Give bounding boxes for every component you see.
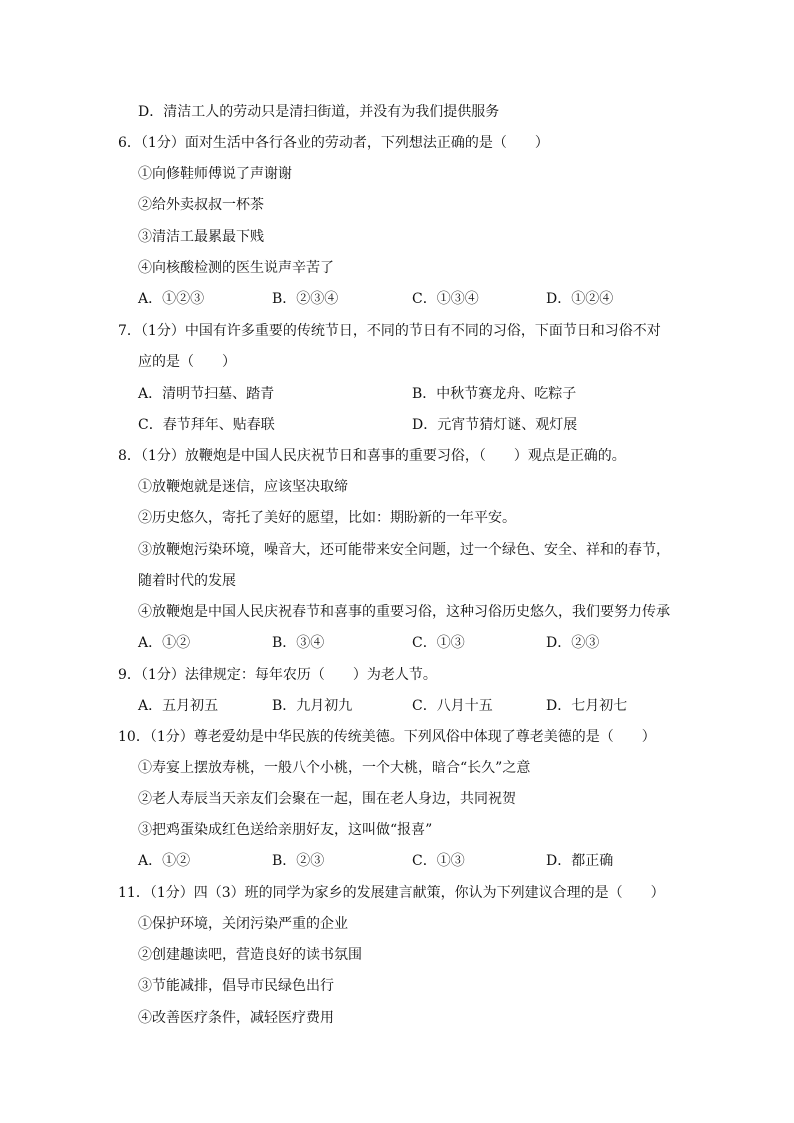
- question-10-item-2: ②老人寿辰当天亲友们会聚在一起，围在老人身边，共同祝贺: [138, 791, 516, 807]
- question-8-item-3-cont: 随着时代的发展: [138, 573, 236, 589]
- question-8-choice-a[interactable]: A．①②: [138, 635, 191, 651]
- prev-option-d: D．清洁工人的劳动只是清扫街道，并没有为我们提供服务: [138, 104, 500, 120]
- question-10-choice-a[interactable]: A．①②: [138, 853, 191, 869]
- question-7-stem: 7．（1分）中国有许多重要的传统节日，不同的节日有不同的习俗，下面节日和习俗不对: [118, 323, 661, 339]
- question-11-item-2: ②创建趣读吧，营造良好的读书氛围: [138, 947, 362, 963]
- question-8-choice-d[interactable]: D．②③: [546, 635, 600, 651]
- question-9-choice-b[interactable]: B．九月初九: [272, 698, 353, 714]
- question-9-choice-a[interactable]: A．五月初五: [138, 698, 219, 714]
- question-11-item-3: ③节能减排，倡导市民绿色出行: [138, 978, 334, 994]
- question-8-choice-c[interactable]: C．①③: [412, 635, 465, 651]
- question-6-choice-b[interactable]: B．②③④: [272, 291, 339, 307]
- question-7-choice-c[interactable]: C．春节拜年、贴春联: [138, 417, 275, 433]
- question-10-choice-c[interactable]: C．①③: [412, 853, 465, 869]
- question-7-choice-d[interactable]: D．元宵节猜灯谜、观灯展: [412, 417, 578, 433]
- question-6-item-1: ①向修鞋师傅说了声谢谢: [138, 166, 292, 182]
- question-8-item-2: ②历史悠久，寄托了美好的愿望，比如：期盼新的一年平安。: [138, 510, 516, 526]
- question-8-item-3: ③放鞭炮污染环境，噪音大，还可能带来安全问题，过一个绿色、安全、祥和的春节，: [138, 542, 670, 558]
- question-11-item-4: ④改善医疗条件，减轻医疗费用: [138, 1010, 334, 1026]
- question-6-item-2: ②给外卖叔叔一杯茶: [138, 197, 264, 213]
- question-9-choice-d[interactable]: D．七月初七: [546, 698, 628, 714]
- question-7-choice-b[interactable]: B．中秋节赛龙舟、吃粽子: [412, 386, 577, 402]
- question-7-choice-a[interactable]: A．清明节扫墓、踏青: [138, 386, 275, 402]
- question-10-item-3: ③把鸡蛋染成红色送给亲朋好友，这叫做“报喜”: [138, 822, 433, 838]
- question-10-stem: 10．（1分）尊老爱幼是中华民族的传统美德。下列风俗中体现了尊老美德的是（ ）: [118, 729, 656, 745]
- question-6-choice-d[interactable]: D．①②④: [546, 291, 614, 307]
- question-6-stem: 6．（1分）面对生活中各行各业的劳动者，下列想法正确的是（ ）: [118, 135, 549, 151]
- question-9-choice-c[interactable]: C．八月十五: [412, 698, 493, 714]
- question-6-item-3: ③清洁工最累最下贱: [138, 229, 264, 245]
- question-10-choice-d[interactable]: D．都正确: [546, 853, 614, 869]
- question-6-item-4: ④向核酸检测的医生说声辛苦了: [138, 260, 334, 276]
- question-8-item-1: ①放鞭炮就是迷信，应该坚决取缔: [138, 479, 348, 495]
- question-6-choice-c[interactable]: C．①③④: [412, 291, 479, 307]
- question-10-choice-b[interactable]: B．②③: [272, 853, 325, 869]
- question-8-choice-b[interactable]: B．③④: [272, 635, 325, 651]
- question-10-item-1: ①寿宴上摆放寿桃，一般八个小桃，一个大桃，暗合“长久”之意: [138, 760, 531, 776]
- question-8-item-4: ④放鞭炮是中国人民庆祝春节和喜事的重要习俗，这种习俗历史悠久，我们要努力传承: [138, 604, 670, 620]
- question-6-choice-a[interactable]: A．①②③: [138, 291, 205, 307]
- question-11-stem: 11．（1分）四（3）班的同学为家乡的发展建言献策，你认为下列建议合理的是（ ）: [118, 885, 665, 901]
- question-7-stem-cont: 应的是（ ）: [138, 354, 236, 370]
- question-9-stem: 9．（1分）法律规定：每年农历（ ）为老人节。: [118, 667, 437, 683]
- question-11-item-1: ①保护环境，关闭污染严重的企业: [138, 916, 348, 932]
- question-8-stem: 8．（1分）放鞭炮是中国人民庆祝节日和喜事的重要习俗，（ ）观点是正确的。: [118, 448, 626, 464]
